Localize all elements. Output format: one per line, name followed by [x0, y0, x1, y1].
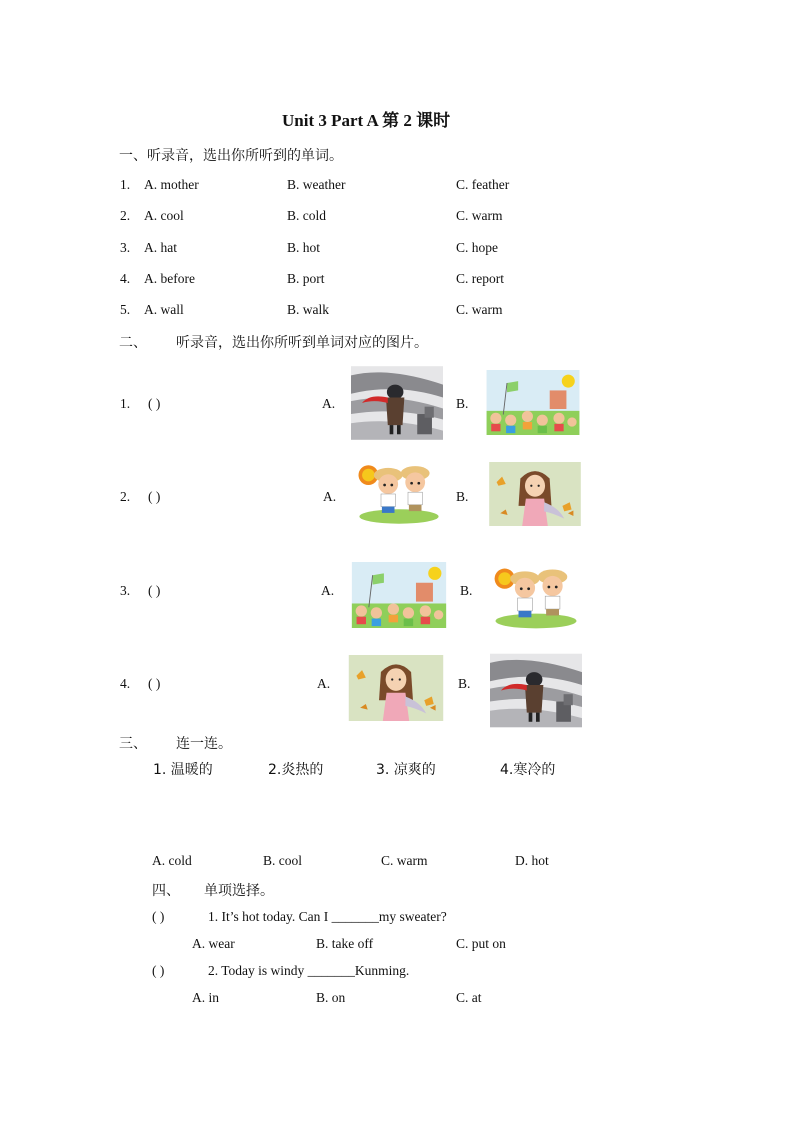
option-a[interactable]: A. in	[192, 990, 219, 1005]
option-b: B. walk	[287, 302, 329, 317]
option-b: B. hot	[287, 240, 321, 255]
match-cn-word[interactable]: 4.寒冷的	[500, 762, 556, 778]
section2-heading: 听录音，选出你所听到单词对应的图片。	[176, 335, 428, 351]
section4-heading-num: 四、	[152, 883, 180, 899]
match-cn-word[interactable]: 1. 温暖的	[153, 762, 213, 778]
q-num: 1.	[120, 177, 131, 192]
option-b: B. cold	[287, 208, 326, 223]
option-a: A. before	[144, 271, 195, 286]
warm-picture[interactable]	[350, 562, 448, 628]
answer-blank[interactable]: ( )	[148, 583, 161, 598]
section3-heading-num: 三、	[119, 736, 147, 752]
option-b[interactable]: B. take off	[316, 936, 374, 951]
hot-picture[interactable]	[490, 563, 582, 633]
warm-picture[interactable]	[484, 370, 582, 435]
q-num: 5.	[120, 302, 131, 317]
option-a-label: A.	[322, 396, 336, 411]
option-c: C. hope	[456, 240, 498, 255]
q-num: 3.	[120, 583, 131, 598]
option-a: A. mother	[144, 177, 199, 192]
match-en-word[interactable]: A. cold	[152, 853, 192, 868]
question-text: 2. Today is windy _______Kunming.	[208, 963, 410, 978]
option-c[interactable]: C. at	[456, 990, 482, 1005]
option-b[interactable]: B. on	[316, 990, 346, 1005]
option-a-label: A.	[317, 676, 331, 691]
option-a: A. hat	[144, 240, 177, 255]
hot-picture[interactable]	[354, 460, 444, 528]
option-c: C. feather	[456, 177, 510, 192]
option-b-label: B.	[460, 583, 473, 598]
q-num: 3.	[120, 240, 131, 255]
q-num: 1.	[120, 396, 131, 411]
option-c[interactable]: C. put on	[456, 936, 506, 951]
answer-blank[interactable]: ( )	[152, 909, 165, 924]
match-en-word[interactable]: B. cool	[263, 853, 302, 868]
option-c: C. report	[456, 271, 504, 286]
match-en-word[interactable]: D. hot	[515, 853, 549, 868]
question-text: 1. It’s hot today. Can I _______my sweater?	[208, 909, 447, 924]
option-c: C. warm	[456, 302, 503, 317]
option-b-label: B.	[456, 489, 469, 504]
q-num: 4.	[120, 676, 131, 691]
section1-heading: 一、听录音，选出你所听到的单词。	[119, 148, 343, 164]
q-num: 2.	[120, 208, 131, 223]
option-b: B. port	[287, 271, 325, 286]
windy-picture[interactable]	[490, 651, 582, 730]
option-a-label: A.	[321, 583, 335, 598]
q-num: 4.	[120, 271, 131, 286]
q-num: 2.	[120, 489, 131, 504]
answer-blank[interactable]: ( )	[152, 963, 165, 978]
match-cn-word[interactable]: 3. 凉爽的	[376, 762, 436, 778]
option-c: C. warm	[456, 208, 503, 223]
page-title: Unit 3 Part A 第 2 课时	[282, 111, 451, 130]
answer-blank[interactable]: ( )	[148, 396, 161, 411]
section3-heading: 连一连。	[176, 736, 232, 752]
answer-blank[interactable]: ( )	[148, 676, 161, 691]
option-a[interactable]: A. wear	[192, 936, 235, 951]
option-a-label: A.	[323, 489, 337, 504]
windy-picture[interactable]	[351, 364, 443, 442]
option-b-label: B.	[456, 396, 469, 411]
match-en-word[interactable]: C. warm	[381, 853, 428, 868]
option-b: B. weather	[287, 177, 346, 192]
option-b-label: B.	[458, 676, 471, 691]
option-a: A. wall	[144, 302, 184, 317]
autumn-picture[interactable]	[346, 655, 446, 721]
answer-blank[interactable]: ( )	[148, 489, 161, 504]
match-cn-word[interactable]: 2.炎热的	[268, 762, 324, 778]
section2-heading-num: 二、	[119, 335, 147, 351]
autumn-picture[interactable]	[488, 462, 582, 526]
option-a: A. cool	[144, 208, 184, 223]
section4-heading: 单项选择。	[204, 883, 274, 899]
